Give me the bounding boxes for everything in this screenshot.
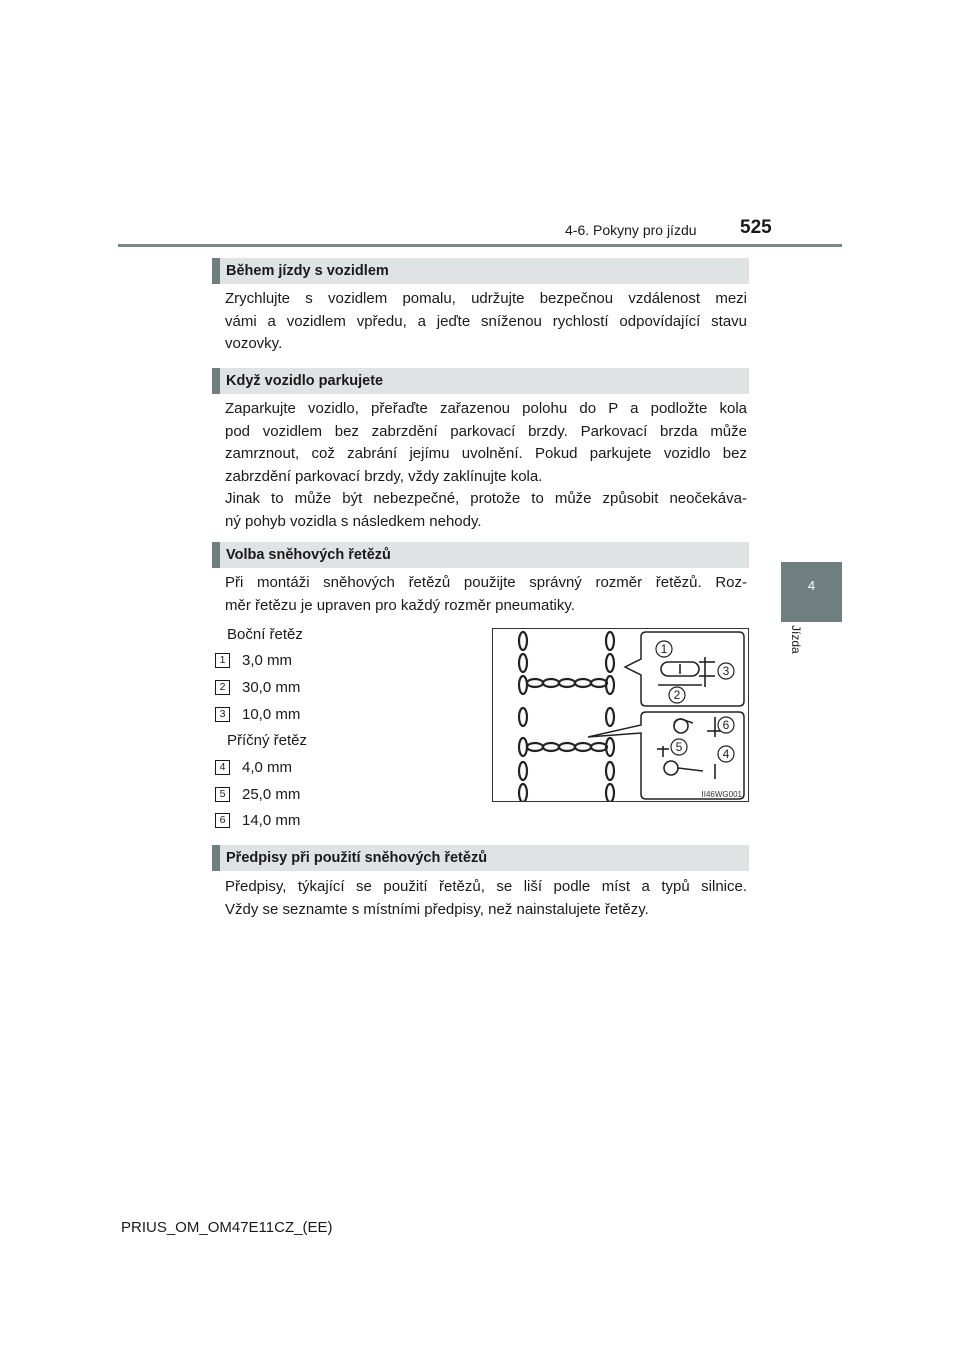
paragraph-line: Zrychlujte s vozidlem pomalu, udržujte bezpečnou vzdálenost mezi xyxy=(225,290,747,307)
spec-number: 6 xyxy=(215,813,230,828)
paragraph-parking xyxy=(225,398,747,533)
spec-value: 14,0 mm xyxy=(242,812,301,829)
spec-item xyxy=(215,706,300,723)
cross-chain-label: Příčný řetěz xyxy=(227,732,308,749)
spec-value: 30,0 mm xyxy=(242,679,301,696)
spec-number: 4 xyxy=(215,760,230,775)
heading-driving: Během jízdy s vozidlem xyxy=(212,258,749,284)
heading-chain-selection: Volba sněhových řetězů xyxy=(212,542,749,568)
chapter-tab xyxy=(781,562,842,622)
spec-item xyxy=(215,759,292,776)
paragraph-line: pod vozidlem bez zabrzdění parkovací brzdy. Parkovací brzda může xyxy=(225,422,747,440)
callout-1: 1 xyxy=(660,642,668,656)
page-number: 525 xyxy=(740,217,772,238)
spec-item xyxy=(215,652,292,669)
paragraph-line: vámi a vozidlem vpředu, a jeďte sníženou rychlostí odpovídající stavu xyxy=(225,312,747,330)
callout-2: 2 xyxy=(673,688,681,702)
paragraph-driving xyxy=(225,288,747,356)
document-id: PRIUS_OM_OM47E11CZ_(EE) xyxy=(121,1219,333,1236)
callout-5: 5 xyxy=(675,740,683,754)
spec-value: 10,0 mm xyxy=(242,706,301,723)
snow-chain-illustration xyxy=(493,629,748,801)
paragraph-chain-selection xyxy=(225,572,747,617)
side-chain-label: Boční řetěz xyxy=(227,626,303,643)
paragraph-line: ný pohyb vozidla s následkem nehody. xyxy=(225,512,482,530)
figure-code: II46WG001 xyxy=(701,790,742,799)
spec-value: 25,0 mm xyxy=(242,786,301,803)
header-rule xyxy=(118,244,842,247)
paragraph-chain-regulations xyxy=(225,876,747,921)
paragraph-line: měr řetězu je upraven pro každý rozměr pneumatiky. xyxy=(225,596,575,614)
paragraph-line: Předpisy, týkající se použití řetězů, se liší podle míst a typů silnice. xyxy=(225,878,747,895)
spec-number: 3 xyxy=(215,707,230,722)
snow-chain-figure xyxy=(492,628,749,802)
paragraph-line: Jinak to může být nebezpečné, protože to může způsobit neočekáva- xyxy=(225,490,747,507)
paragraph-line: Vždy se seznamte s místními předpisy, než nainstalujete řetězy. xyxy=(225,900,649,918)
paragraph-line: Při montáži sněhových řetězů použijte správný rozměr řetězů. Roz- xyxy=(225,574,747,591)
spec-item xyxy=(215,786,300,803)
heading-parking: Když vozidlo parkujete xyxy=(212,368,749,394)
spec-number: 1 xyxy=(215,653,230,668)
spec-value: 3,0 mm xyxy=(242,652,293,669)
header-section-label: 4-6. Pokyny pro jízdu xyxy=(565,222,697,238)
chapter-tab-label: Jízda xyxy=(789,625,803,654)
paragraph-line: Zaparkujte vozidlo, přeřaďte zařazenou polohu do P a podložte kola xyxy=(225,400,747,417)
spec-value: 4,0 mm xyxy=(242,759,293,776)
heading-chain-regulations: Předpisy při použití sněhových řetězů xyxy=(212,845,749,871)
paragraph-line: vozovky. xyxy=(225,335,283,352)
spec-number: 2 xyxy=(215,680,230,695)
paragraph-line: zabrzdění parkovací brzdy, vždy zaklínujte kola. xyxy=(225,467,543,485)
callout-4: 4 xyxy=(722,747,730,761)
spec-item xyxy=(215,812,300,829)
callout-6: 6 xyxy=(722,718,730,732)
spec-number: 5 xyxy=(215,787,230,802)
callout-3: 3 xyxy=(722,664,730,678)
chapter-tab-number: 4 xyxy=(807,578,816,593)
paragraph-line: zamrznout, což zabrání jejímu uvolnění. Pokud parkujete vozidlo bez xyxy=(225,445,747,462)
spec-item xyxy=(215,679,300,696)
